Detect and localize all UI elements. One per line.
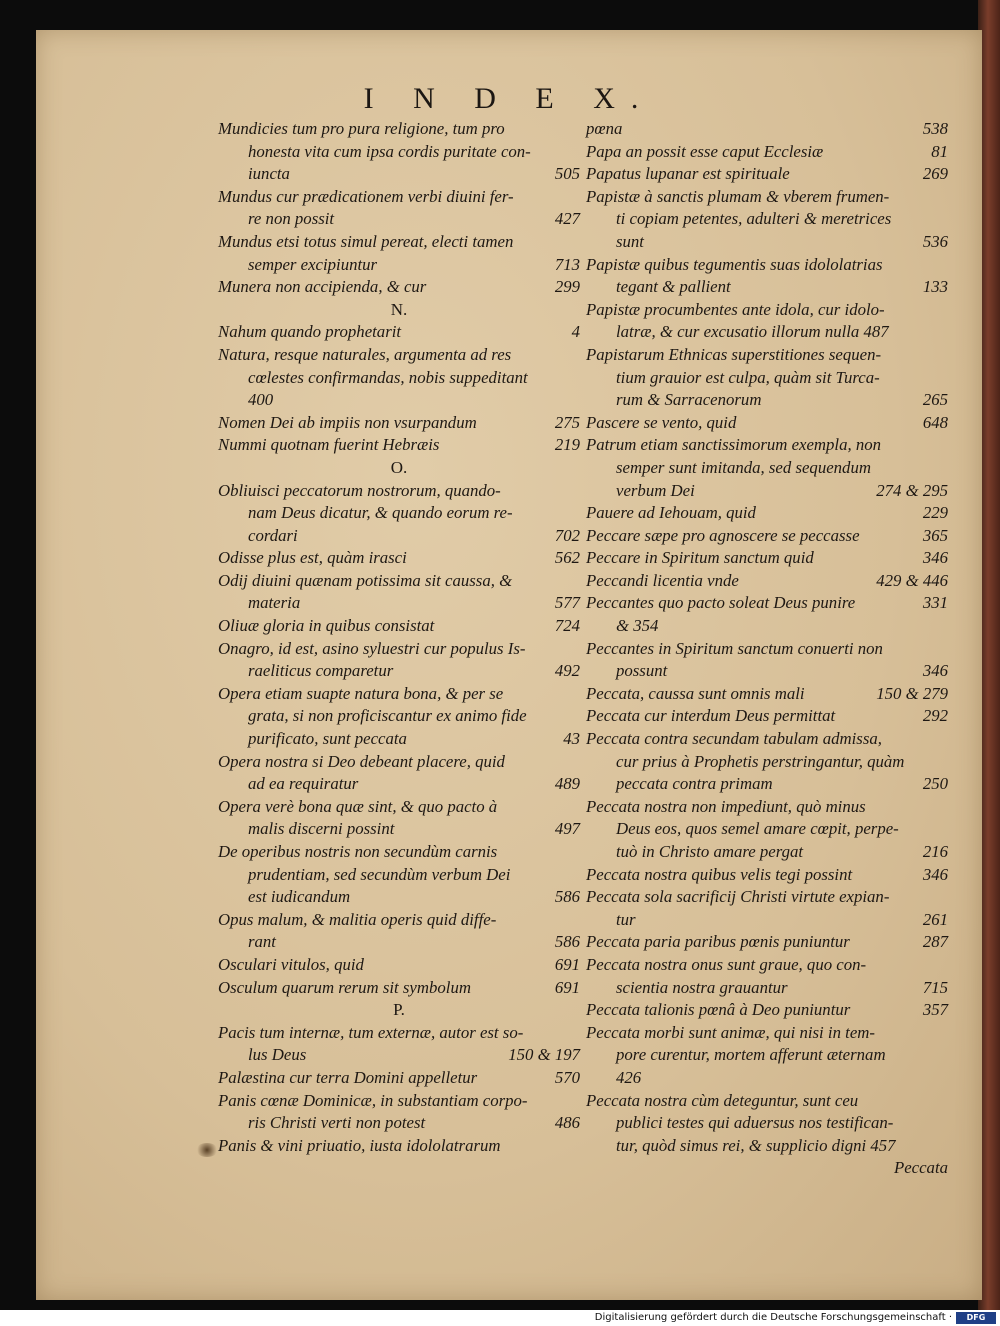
page-reference: 365	[922, 525, 948, 545]
page-reference: 427	[554, 209, 580, 229]
ink-smudge	[196, 1143, 218, 1157]
page-reference: 497	[554, 819, 580, 839]
entry-line: tuò in Christo amare pergat	[616, 842, 804, 861]
entry-line: Mundus cur prædicationem verbi diuini fer-	[218, 186, 514, 206]
entry-line: grata, si non proficiscantur ex animo fide	[248, 706, 527, 726]
entry-line: Natura, resque naturales, argumenta ad res	[218, 344, 512, 364]
index-entry	[218, 1090, 580, 1135]
entry-line: ris Christi verti non potest	[248, 1113, 426, 1133]
entry-line: lus Deus	[248, 1045, 307, 1065]
entry-line: Mundus etsi totus simul pereat, electi tamen	[218, 231, 514, 251]
entry-line: prudentiam, sed secundùm verbum Dei	[248, 864, 511, 884]
entry-line: Obliuisci peccatorum nostrorum, quando-	[218, 480, 501, 500]
index-entry	[586, 547, 948, 570]
entry-line: cœlestes confirmandas, nobis suppeditant	[248, 367, 528, 387]
index-entry	[218, 683, 580, 751]
entry-line: cordari	[248, 525, 298, 545]
entry-line: Peccata talionis pœnâ à Deo puniuntur	[586, 1000, 851, 1020]
index-entry	[586, 141, 948, 164]
entry-line: re non possit	[248, 209, 335, 229]
index-entry	[586, 254, 948, 299]
page-reference: 43	[563, 729, 580, 749]
page-reference: 331	[922, 593, 948, 613]
entry-line: Nomen Dei ab impiis non vsurpandum	[218, 412, 477, 432]
index-entry	[218, 638, 580, 683]
index-entry	[586, 886, 948, 931]
page-reference: 492	[554, 661, 580, 681]
page-reference: 648	[922, 412, 948, 432]
catchword: Peccata	[893, 1158, 948, 1178]
entry-line: Peccantes quo pacto soleat Deus punire	[586, 593, 856, 613]
page-reference: 562	[554, 548, 580, 568]
page-reference: 346	[922, 548, 948, 568]
entry-line: cur prius à Prophetis perstringantur, quàm	[616, 751, 905, 771]
section-letter: O.	[390, 457, 408, 477]
entry-line: De operibus nostris non secundùm carnis	[218, 842, 498, 861]
entry-line: Peccata cur interdum Deus permittat	[586, 706, 836, 726]
index-entry	[586, 525, 948, 548]
entry-line: Peccata nostra non impediunt, quò minus	[586, 796, 866, 816]
page-reference: 81	[931, 141, 948, 161]
index-entry	[586, 502, 948, 525]
entry-line: scientia nostra grauantur	[616, 977, 788, 997]
entry-line: Mundicies tum pro pura religione, tum pro	[218, 119, 505, 138]
entry-line: iuncta	[248, 164, 290, 184]
page-reference: 586	[554, 887, 580, 907]
entry-line: Oliuæ gloria in quibus consistat	[218, 616, 435, 636]
entry-line: Nummi quotnam fuerint Hebræis	[218, 435, 440, 455]
index-entry	[586, 344, 948, 412]
index-entry	[218, 186, 580, 231]
entry-line: Peccantes in Spiritum sanctum conuerti non	[586, 638, 883, 658]
index-entry	[218, 615, 580, 638]
entry-line: Opera verè bona quæ sint, & quo pacto à	[218, 796, 498, 816]
page-reference: 570	[554, 1067, 580, 1087]
index-entry	[218, 1067, 580, 1090]
entry-line: Deus eos, quos semel amare cœpit, perpe-	[616, 819, 899, 839]
entry-line: nam Deus dicatur, & quando eorum re-	[248, 503, 513, 523]
entry-line: tium grauior est culpa, quàm sit Turca-	[616, 367, 880, 387]
entry-line: materia	[248, 593, 301, 613]
index-entry	[218, 321, 580, 344]
entry-line: rant	[248, 932, 276, 952]
entry-line: possunt	[616, 661, 668, 681]
page-reference: 292	[922, 706, 948, 726]
page-reference: 346	[922, 661, 948, 681]
index-entry	[586, 796, 948, 864]
entry-line: Peccata nostra cùm deteguntur, sunt ceu	[586, 1090, 859, 1110]
page-reference: 357	[922, 1000, 948, 1020]
entry-line: Opera etiam suapte natura bona, & per se	[218, 683, 504, 703]
entry-line: & 354	[616, 616, 659, 636]
entry-line: Munera non accipienda, & cur	[218, 277, 427, 297]
index-entry	[586, 299, 948, 344]
index-entry	[586, 570, 948, 593]
entry-line: Odij diuini quænam potissima sit caussa, &	[218, 570, 513, 590]
page-reference: 489	[554, 774, 580, 794]
page-reference: 250	[922, 774, 948, 794]
entry-line: Papistæ quibus tegumentis suas idololatrias	[586, 254, 883, 274]
page-reference: 287	[922, 932, 948, 952]
index-entry	[218, 480, 580, 548]
page-reference: 216	[922, 842, 948, 861]
entry-line: pœna	[586, 119, 623, 138]
index-entry	[586, 186, 948, 254]
entry-line: raeliticus comparetur	[248, 661, 394, 681]
entry-line: purificato, sunt peccata	[248, 729, 407, 749]
entry-line: Onagro, id est, asino syluestri cur populus Is-	[218, 638, 526, 658]
page-reference: 346	[922, 864, 948, 884]
index-entry	[586, 1090, 948, 1158]
entry-line: Panis cœnæ Dominicæ, in substantiam corpo-	[218, 1090, 528, 1110]
index-entry	[218, 1022, 580, 1067]
index-entry	[218, 434, 580, 457]
entry-line: Odisse plus est, quàm irasci	[218, 548, 407, 568]
entry-line: Palæstina cur terra Domini appelletur	[218, 1067, 478, 1087]
entry-line: Nahum quando prophetarit	[218, 322, 402, 342]
entry-line: latræ, & cur excusatio illorum nulla 487	[616, 322, 889, 342]
page-reference: 715	[922, 977, 948, 997]
page-reference: 486	[554, 1113, 580, 1133]
index-entry	[218, 977, 580, 1000]
index-entry	[218, 118, 580, 186]
index-entry	[218, 796, 580, 841]
entry-line: Papatus lupanar est spirituale	[586, 164, 790, 184]
entry-line: Peccata nostra onus sunt graue, quo con-	[586, 954, 867, 974]
entry-line: ad ea requiratur	[248, 774, 359, 794]
entry-line: Peccata contra secundam tabulam admissa,	[586, 729, 882, 749]
index-entry	[218, 909, 580, 954]
entry-line: semper sunt imitanda, sed sequendum	[616, 457, 871, 477]
entry-line: malis discerni possint	[248, 819, 395, 839]
entry-line: Opera nostra si Deo debeant placere, quid	[218, 751, 505, 771]
page-reference: 713	[554, 254, 580, 274]
entry-line: Peccare in Spiritum sanctum quid	[586, 548, 814, 568]
entry-line: tur, quòd simus rei, & supplicio digni 457	[616, 1135, 896, 1155]
index-entry	[218, 841, 580, 909]
index-entry	[218, 231, 580, 276]
page-reference: 429 & 446	[876, 570, 948, 590]
page-title: I N D E X.	[363, 82, 655, 115]
index-entry	[586, 954, 948, 999]
digitization-footer	[0, 1310, 1000, 1326]
index-entry	[586, 434, 948, 502]
page-reference: 133	[922, 277, 948, 297]
index-column-right	[586, 118, 948, 1180]
index-entry	[586, 683, 948, 706]
index-entry	[218, 547, 580, 570]
index-entry	[218, 954, 580, 977]
entry-line: tur	[616, 909, 636, 929]
index-entry	[218, 570, 580, 615]
page-reference: 274 & 295	[876, 480, 948, 500]
footer-text: Digitalisierung gefördert durch die Deutsche Forschungsgemeinschaft ·	[594, 1312, 952, 1323]
entry-line: tegant & pallient	[616, 277, 731, 297]
page-reference: 219	[554, 435, 580, 455]
entry-line: 426	[616, 1067, 642, 1087]
index-entry	[586, 412, 948, 435]
entry-line: Peccandi licentia vnde	[586, 570, 739, 590]
entry-line: publici testes qui aduersus nos testifican-	[616, 1113, 894, 1133]
entry-line: pore curentur, mortem afferunt æternam	[616, 1045, 886, 1065]
page-reference: 536	[922, 231, 948, 251]
page-reference: 505	[554, 164, 580, 184]
index-entry	[218, 412, 580, 435]
page-reference: 265	[922, 390, 948, 410]
page-reference: 702	[554, 525, 580, 545]
index-entry	[586, 638, 948, 683]
page-reference: 269	[922, 164, 948, 184]
page-reference: 275	[554, 412, 580, 432]
entry-line: Pacis tum internæ, tum externæ, autor est so-	[218, 1022, 524, 1042]
page-reference: 150 & 197	[508, 1045, 580, 1065]
entry-line: peccata contra primam	[616, 774, 773, 794]
index-entry	[586, 999, 948, 1022]
index-entry	[586, 931, 948, 954]
index-entry	[586, 163, 948, 186]
entry-line: Opus malum, & malitia operis quid diffe-	[218, 909, 497, 929]
index-column-left	[218, 118, 580, 1157]
entry-line: verbum Dei	[616, 480, 695, 500]
section-letter: P.	[393, 1000, 405, 1020]
entry-line: Pascere se vento, quid	[586, 412, 737, 432]
entry-line: Peccata, caussa sunt omnis mali	[586, 683, 805, 703]
entry-line: Osculum quarum rerum sit symbolum	[218, 977, 471, 997]
index-entry	[218, 1135, 580, 1158]
section-letter: N.	[390, 299, 408, 319]
entry-line: Peccata paria paribus pœnis puniuntur	[586, 932, 850, 952]
entry-line: Peccata nostra quibus velis tegi possint	[586, 864, 853, 884]
entry-line: Papa an possit esse caput Ecclesiæ	[586, 141, 824, 161]
page-reference: 229	[922, 503, 948, 523]
entry-line: Peccata morbi sunt animæ, qui nisi in tem-	[586, 1022, 875, 1042]
index-entry	[218, 344, 580, 412]
entry-line: Pauere ad Iehouam, quid	[586, 503, 756, 523]
entry-line: rum & Sarracenorum	[616, 390, 762, 410]
entry-line: est iudicandum	[248, 887, 351, 907]
index-entry	[586, 592, 948, 637]
page-reference: 538	[922, 119, 948, 138]
page-reference: 691	[554, 977, 580, 997]
page-reference: 724	[554, 616, 580, 636]
page-reference: 691	[554, 954, 580, 974]
entry-line: Osculari vitulos, quid	[218, 954, 364, 974]
index-entry	[586, 864, 948, 887]
index-entry	[218, 276, 580, 299]
index-entry	[586, 118, 948, 141]
page-reference: 261	[922, 909, 948, 929]
entry-line: 400	[248, 390, 274, 410]
entry-line: ti copiam petentes, adulteri & meretrices	[616, 209, 892, 229]
entry-line: sunt	[616, 231, 644, 251]
entry-line: semper excipiuntur	[248, 254, 378, 274]
entry-line: Papistæ à sanctis plumam & vberem frumen-	[586, 186, 890, 206]
index-entry	[586, 705, 948, 728]
page-reference: 586	[554, 932, 580, 952]
document-page	[36, 30, 982, 1300]
dfg-logo: DFG	[956, 1312, 996, 1324]
entry-line: honesta vita cum ipsa cordis puritate con-	[248, 141, 531, 161]
entry-line: Peccata sola sacrificij Christi virtute expian-	[586, 887, 890, 907]
entry-line: Papistarum Ethnicas superstitiones sequen-	[586, 344, 882, 364]
index-entry	[586, 1022, 948, 1090]
page-reference: 150 & 279	[876, 683, 948, 703]
page-reference: 4	[571, 322, 580, 342]
index-entry	[586, 728, 948, 796]
entry-line: Panis & vini priuatio, iusta idololatrarum	[218, 1135, 501, 1155]
entry-line: Papistæ procumbentes ante idola, cur idolo-	[586, 299, 885, 319]
index-entry	[218, 751, 580, 796]
page-reference: 299	[554, 277, 580, 297]
page-reference: 577	[554, 593, 580, 613]
entry-line: Peccare sæpe pro agnoscere se peccasse	[586, 525, 860, 545]
entry-line: Patrum etiam sanctissimorum exempla, non	[586, 435, 882, 455]
